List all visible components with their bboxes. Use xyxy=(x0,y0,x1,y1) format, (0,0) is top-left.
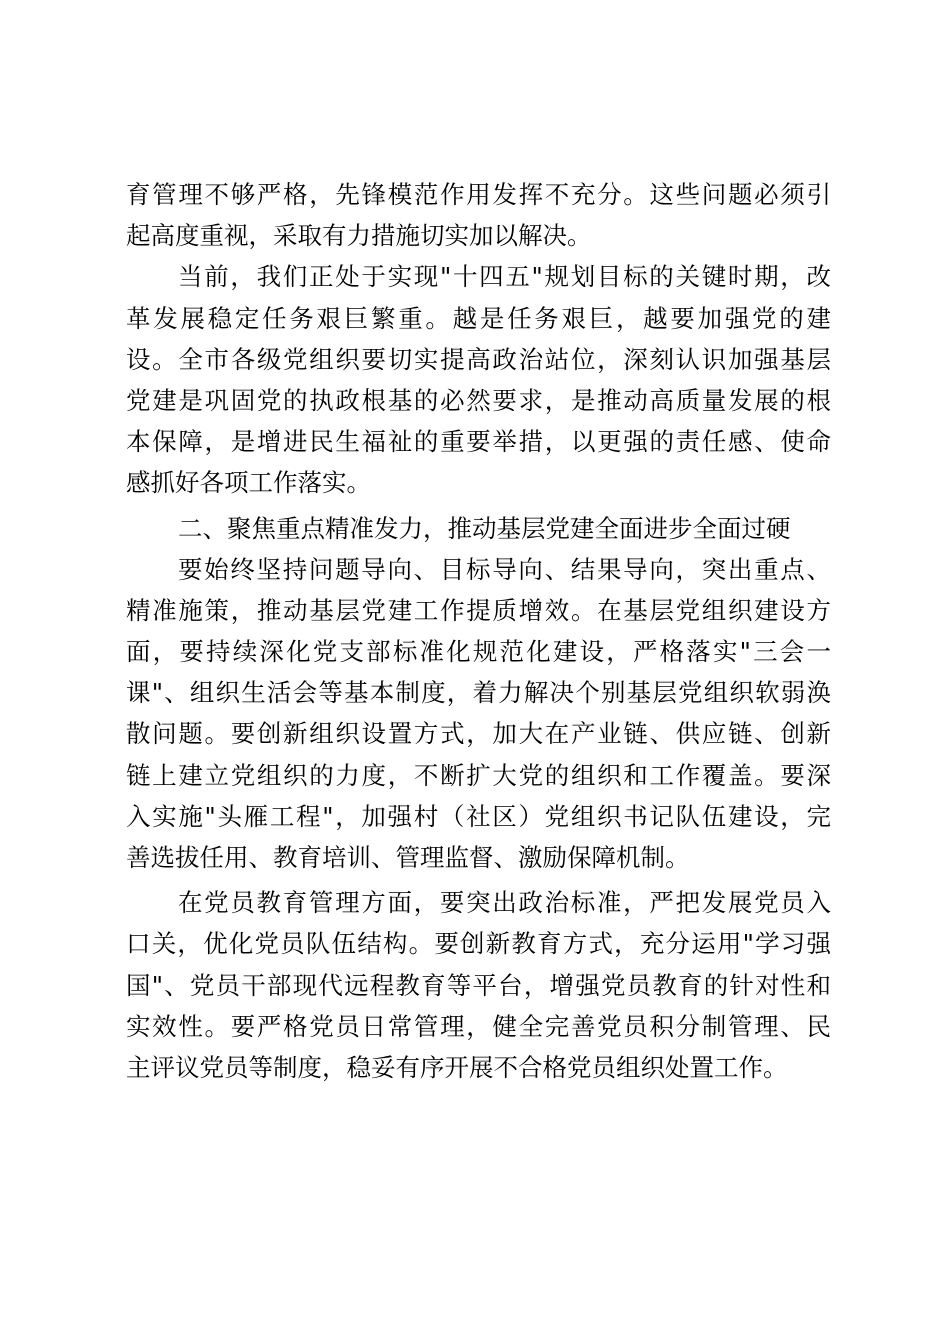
body-text xyxy=(126,174,831,1088)
text-line: 国"、党员干部现代远程教育等平台，增强党员教育的针对性和 xyxy=(126,970,831,1000)
text-line: 设。全市各级党组织要切实提高政治站位，深刻认识加强基层 xyxy=(126,344,831,374)
text-line: 散问题。要创新组织设置方式，加大在产业链、供应链、创新 xyxy=(126,719,831,749)
text-line: 本保障，是增进民生福祉的重要举措，以更强的责任感、使命 xyxy=(126,427,831,457)
text-line: 感抓好各项工作落实。 xyxy=(126,468,371,498)
text-line: 在党员教育管理方面，要突出政治标准，严把发展党员入 xyxy=(178,888,831,918)
text-line: 要始终坚持问题导向、目标导向、结果导向，突出重点、 xyxy=(178,554,831,584)
text-line: 链上建立党组织的力度，不断扩大党的组织和工作覆盖。要深 xyxy=(126,760,831,790)
section-heading xyxy=(126,508,831,549)
text-line: 口关，优化党员队伍结构。要创新教育方式，充分运用"学习强 xyxy=(126,929,831,959)
text-line: 入实施"头雁工程"，加强村（社区）党组织书记队伍建设，完 xyxy=(126,801,831,831)
text-line: 主评议党员等制度，稳妥有序开展不合格党员组织处置工作。 xyxy=(126,1052,788,1082)
heading-line: 二、聚焦重点精准发力，推动基层党建全面进步全面过硬 xyxy=(178,513,791,543)
text-line: 善选拔任用、教育培训、管理监督、激励保障机制。 xyxy=(126,843,690,872)
paragraph xyxy=(126,256,831,503)
paragraph xyxy=(126,882,831,1088)
text-line: 当前，我们正处于实现"十四五"规划目标的关键时期，改 xyxy=(178,262,831,292)
text-line: 课"、组织生活会等基本制度，着力解决个别基层党组织软弱涣 xyxy=(126,678,831,708)
text-line: 精准施策，推动基层党建工作提质增效。在基层党组织建设方 xyxy=(126,595,831,625)
paragraph xyxy=(126,549,831,879)
text-line: 党建是巩固党的执政根基的必然要求，是推动高质量发展的根 xyxy=(126,385,831,415)
text-line: 实效性。要严格党员日常管理，健全完善党员积分制管理、民 xyxy=(126,1011,831,1041)
paragraph xyxy=(126,174,831,256)
text-line: 起高度重视，采取有力措施切实加以解决。 xyxy=(126,221,592,251)
text-line: 面，要持续深化党支部标准化规范化建设，严格落实"三会一 xyxy=(126,637,831,667)
text-line: 革发展稳定任务艰巨繁重。越是任务艰巨，越要加强党的建 xyxy=(126,303,831,333)
text-line: 育管理不够严格，先锋模范作用发挥不充分。这些问题必须引 xyxy=(126,180,831,209)
